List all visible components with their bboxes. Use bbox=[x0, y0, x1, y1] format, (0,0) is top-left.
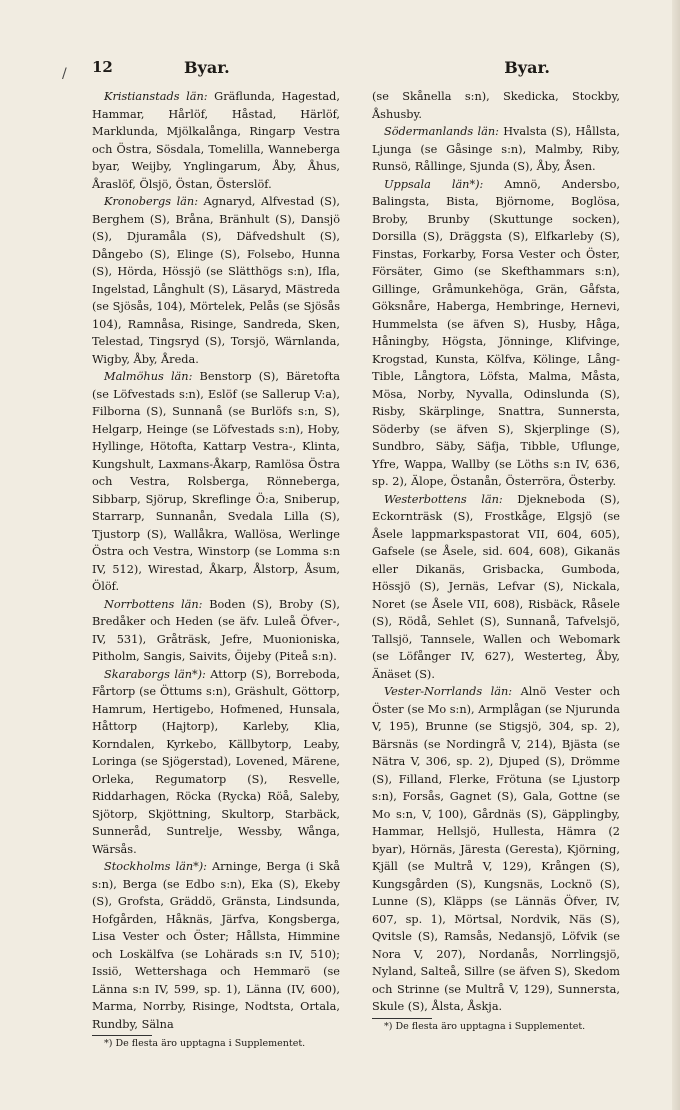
county-entry bbox=[372, 491, 620, 684]
left-column bbox=[92, 88, 340, 1049]
county-name: Skaraborgs län*): bbox=[104, 667, 206, 681]
county-entry bbox=[372, 123, 620, 176]
village-list: Amnö, Andersbo, Balingsta, Bista, Björnome, Boglösa, Broby, Brunby (Skuttunge socken), Dorsilla (S), Dräggsta (S), Elfkarleby (S), Finstas, Forkarby, Forsa Vester och Öster, Försäter, Gimo (se Skefthammars s:n), Gillinge, Gråmunkehöga, Grän, Gåfsta, Göksnåre, Haberga, Hembringe, Hernevi, Hummelsta (se äfven S), Husby, Håga, Håningby, Högsta, Jönninge, Klifvinge, Krogstad, Kunsta, Kölfva, Kölinge, Lång-Tible, Långtora, Löfsta, Malma, Måsta, Mösa, Norby, Nyvalla, Odinslunda (S), Risby, Skärplinge, Snattra, Sunnersta, Söderby (se äfven S), Skjerplinge (S), Sundbro, Säby, Säfja, Tibble, Uflunge, Yfre, Wappa, Wallby (se Löths s:n IV, 636, sp. 2), Älope, Östanån, Österröra, Österby. bbox=[372, 177, 620, 488]
margin-mark: / bbox=[62, 66, 67, 82]
footnote: *) De flesta äro upptagna i Supplementet. bbox=[384, 1020, 586, 1032]
county-name: Westerbottens län: bbox=[384, 492, 503, 506]
running-head-right: Byar. bbox=[504, 58, 550, 77]
page-number: 12 bbox=[92, 58, 113, 76]
county-entry bbox=[92, 193, 340, 368]
running-head-left: Byar. bbox=[184, 58, 230, 77]
county-name: Södermanlands län: bbox=[384, 125, 499, 138]
village-list: (se Skånella s:n), Skedicka, Stockby, Åshusby. bbox=[372, 90, 620, 121]
village-list: Gräflunda, Hagestad, Hammar, Hårlöf, Håstad, Härlöf, Marklunda, Mjölkalånga, Ringarp Vestra och Östra, Sösdala, Tomelilla, Wanneberga byar, Weijby, Ynglingarum, Åby, Åhus, Åraslöf, Ölsjö, Östan, Österslöf. bbox=[92, 90, 340, 191]
county-entry bbox=[92, 368, 340, 596]
county-name: Norrbottens län: bbox=[104, 597, 203, 611]
scan-page-edge bbox=[672, 0, 680, 1110]
county-name: Malmöhus län: bbox=[104, 370, 193, 383]
county-entry bbox=[92, 858, 340, 1033]
county-name: Vester-Norrlands län: bbox=[384, 685, 513, 698]
village-list: Hvalsta (S), Hållsta, Ljunga (se Gåsinge s:n), Malmby, Riby, Runsö, Rållinge, Sjunda (S), Åby, Åsen. bbox=[372, 125, 620, 173]
county-name: Stockholms län*): bbox=[104, 860, 207, 873]
right-column bbox=[372, 88, 620, 1033]
footnote-rule bbox=[92, 1035, 152, 1036]
footnote-rule bbox=[372, 1018, 432, 1019]
county-entry bbox=[92, 596, 340, 666]
county-entry bbox=[372, 88, 620, 123]
county-name: Kronobergs län: bbox=[104, 195, 198, 208]
county-entry bbox=[92, 88, 340, 193]
village-list: Benstorp (S), Bäretofta (se Löfvestads s:n), Eslöf (se Sallerup V:a), Filborna (S), Sunnanå (se Burlöfs s:n, S), Helgarp, Heinge (se Löfvestads s:n), Hoby, Hyllinge, Hötofta, Kattarp Vestra-, Klinta, Kungshult, Laxmans-Åkarp, Ramlösa Östra och Vestra, Rolsberga, Rönneberga, Sibbarp, Sjörup, Skreflinge Ö:a, Sniberup, Starrarp, Sunnanån, Svedala Lilla (S), Tjustorp (S), Wallåkra, Wallösa, Werlinge Östra och Vestra, Winstorp (se Lomma s:n IV, 512), Wirestad, Åkarp, Ålstorp, Åsum, Ölöf. bbox=[92, 370, 340, 593]
county-entry bbox=[372, 683, 620, 1016]
county-name: Uppsala län*): bbox=[384, 177, 484, 191]
footnote: *) De flesta äro upptagna i Supplementet. bbox=[104, 1038, 306, 1049]
village-list: Attorp (S), Borreboda, Fårtorp (se Öttums s:n), Gräshult, Göttorp, Hamrum, Hertigebo, Hofmened, Hunsala, Håttorp (Hajtorp), Karleby, Klia, Korndalen, Kyrkebo, Källbytorp, Leaby, Loringa (se Sjögerstad), Lovened, Märene, Orleka, Regumatorp (S), Resvelle, Riddarhagen, Röcka (Rycka) Röå, Saleby, Sjötorp, Skjöttning, Skultorp, Starbäck, Sunneråd, Suntrelje, Wessby, Wånga, Wärsås. bbox=[92, 667, 340, 856]
county-name: Kristianstads län: bbox=[104, 90, 208, 103]
village-list: Alnö Vester och Öster (se Mo s:n), Armplågan (se Njurunda V, 195), Brunne (se Stigsjö, 304, sp. 2), Bärsnäs (se Nordingrå V, 214), Bjästa (se Nätra V, 306, sp. 2), Djuped (S), Drömme (S), Filland, Flerke, Frötuna (se Ljustorp s:n), Forsås, Gagnet (S), Gala, Gottne (se Mo s:n, V, 100), Gårdnäs (S), Gäpplingby, Hammar, Hellsjö, Hullesta, Hämra (2 byar), Hörnäs, Järesta (Geresta), Kjörning, Kjäll (se Multrå V, 129), Krången (S), Kungsgården (S), Kungsnäs, Locknö (S), Lunne (S), Kläpps (se Lännäs Öfver, IV, 607, sp. 1), Mörtsal, Nordvik, Näs (S), Qvitsle (S), Ramsås, Nedansjö, Löfvik (se Nora V, 207), Nordanås, Norrlingsjö, Nyland, Salteå, Sillre (se äfven S), Skedom och Strinne (se Multrå V, 129), Sunnersta, Skule (S), Ålsta, Åskja. bbox=[372, 685, 620, 1013]
village-list: Djekneboda (S), Eckornträsk (S), Frostkåge, Elgsjö (se Åsele lappmarkspastorat VII, 604, 605), Gafsele (se Åsele, sid. 604, 608), Gikanäs eller Dikanäs, Grisbacka, Gumboda, Hössjö (S), Jernäs, Lefvar (S), Nickala, Noret (se Åsele VII, 608), Risbäck, Råsele (S), Rödå, Sehlet (S), Sunnanå, Tafvelsjö, Tallsjö, Tannsele, Wallen och Webomark (se Löfånger IV, 627), Westerteg, Åby, Änäset (S). bbox=[372, 492, 620, 681]
village-list: Agnaryd, Alfvestad (S), Berghem (S), Bråna, Bränhult (S), Dansjö (S), Djuramåla (S), Däfvedshult (S), Dångebo (S), Elinge (S), Folsebo, Hunna (S), Hörda, Hössjö (se Slätthögs s:n), Ifla, Ingelstad, Långhult (S), Läsaryd, Mästreda (se Sjösås, 104), Mörtelek, Pelås (se Sjösås 104), Ramnåsa, Risinge, Sandreda, Sken, Telestad, Tingsryd (S), Torsjö, Wärnlanda, Wigby, Åby, Åreda. bbox=[92, 195, 340, 366]
village-list: Arninge, Berga (i Skå s:n), Berga (se Edbo s:n), Eka (S), Ekeby (S), Grofsta, Gräddö, Gränsta, Lindsunda, Hofgården, Håknäs, Järfva, Kongsberga, Lisa Vester och Öster; Hållsta, Himmine och Loskälfva (se Lohärads s:n IV, 510); Issiö, Wettershaga och Hemmarö (se Länna s:n IV, 599, sp. 1), Länna (IV, 600), Marma, Norrby, Risinge, Nodtsta, Ortala, Rundby, Sälna bbox=[92, 860, 340, 1031]
village-list: Boden (S), Broby (S), Bredåker och Heden (se äfv. Luleå Öfver-, IV, 531), Gråträsk, Jefre, Muonioniska, Pitholm, Sangis, Saivits, Öijeby (Piteå s:n). bbox=[92, 597, 340, 663]
county-entry bbox=[372, 176, 620, 491]
page-header bbox=[92, 58, 550, 82]
county-entry bbox=[92, 666, 340, 859]
